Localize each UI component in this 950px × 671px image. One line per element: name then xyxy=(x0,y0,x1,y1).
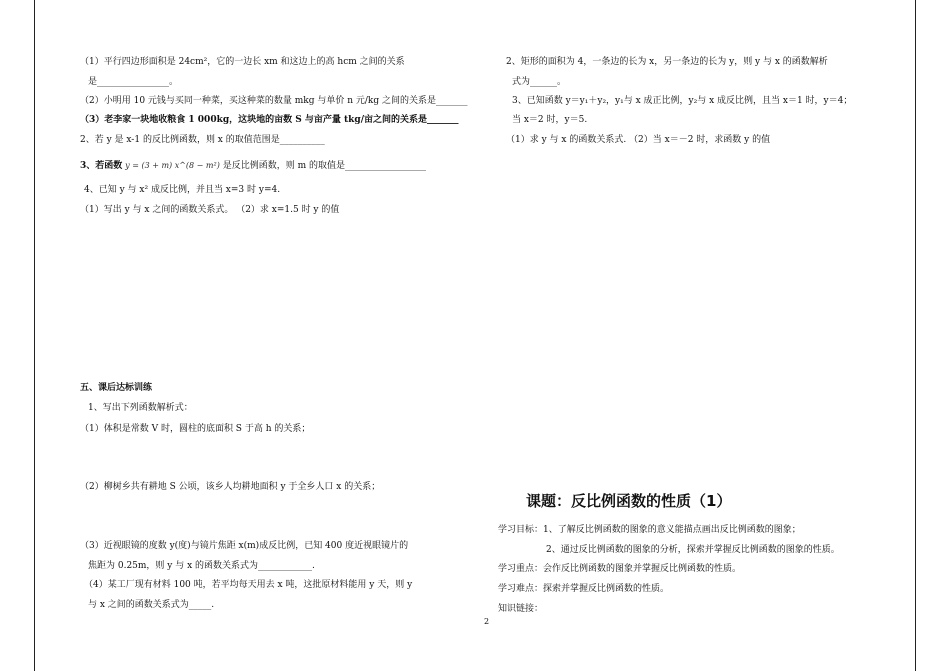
q4-sub: （1）写出 y 与 x 之间的函数关系式。 （2）求 x=1.5 时 y 的值 xyxy=(80,205,340,215)
s5-item3-line1: （3）近视眼镜的度数 y(度)与镜片焦距 x(m)成反比例，已知 400 度近视眼镜片的 xyxy=(80,541,409,551)
q3-right-line1: 3、已知函数 y＝y₁＋y₂，y₁与 x 成正比例，y₂与 x 成反比例，且当 x＝1 时，y＝4； xyxy=(512,96,853,106)
learning-goal-1: 学习目标：1、了解反比例函数的图象的意义能描点画出反比例函数的图象； xyxy=(498,525,801,535)
q3-right-sub: （1）求 y 与 x 的函数关系式. （2）当 x＝－2 时，求函数 y 的值 xyxy=(506,135,771,145)
s5-item4-line2: 与 x 之间的函数关系式为_____. xyxy=(88,600,215,610)
q1-1-line2: 是________________。 xyxy=(88,77,179,87)
learning-goal-2: 2、通过反比例函数的图象的分析，探索并掌握反比例函数的图象的性质。 xyxy=(546,545,840,555)
page-number: 2 xyxy=(484,617,490,626)
q1-1-line1: （1）平行四边形面积是 24cm²，它的一边长 xm 和这边上的高 hcm 之间的关系 xyxy=(80,57,405,67)
learning-key-point: 学习重点：会作反比例函数的图象并掌握反比例函数的性质。 xyxy=(498,564,742,574)
s5-item3-line2: 焦距为 0.25m，则 y 与 x 的函数关系式为____________. xyxy=(88,561,315,571)
q2-left: 2、若 y 是 x-1 的反比例函数，则 x 的取值范围是__________ xyxy=(80,135,325,145)
s5-item1: （1）体积是常数 V 时，圆柱的底面积 S 于高 h 的关系； xyxy=(80,424,311,434)
q1-3: （3）老李家一块地收粮食 1 000kg，这块地的亩数 S 与亩产量 tkg/亩之间的关系是_______ xyxy=(80,115,459,125)
q2-right-line2: 式为______。 xyxy=(512,77,567,87)
section5-title: 五、课后达标训练 xyxy=(80,383,153,393)
q3-prefix: 3、若函数 xyxy=(80,161,123,171)
s5-item4-line1: （4）某工厂现有材料 100 吨，若平均每天用去 x 吨，这批原材料能用 y 天，则 y xyxy=(84,580,413,590)
lesson-title: 课题：反比例函数的性质（1） xyxy=(526,492,732,510)
q3-right-line2: 当 x＝2 时，y＝5. xyxy=(512,115,588,125)
knowledge-link: 知识链接： xyxy=(498,604,544,614)
q1-2: （2）小明用 10 元钱与买同一种菜，买这种菜的数量 mkg 与单价 n 元/kg 之间的关系是_______ xyxy=(80,96,468,106)
learning-difficulty: 学习难点：探索并掌握反比例函数的性质。 xyxy=(498,584,670,594)
s5-item2: （2）柳树乡共有耕地 S 公顷，该乡人均耕地面积 y 于全乡人口 x 的关系； xyxy=(80,482,381,492)
right-border-line xyxy=(915,0,916,671)
left-border-line xyxy=(34,0,35,671)
q2-right-line1: 2、矩形的面积为 4，一条边的长为 x，另一条边的长为 y，则 y 与 x 的函数解析 xyxy=(506,57,828,67)
q4-left: 4、已知 y 与 x² 成反比例，并且当 x=3 时 y=4. xyxy=(84,185,281,195)
q3-formula: y = (3 + m) x^(8 − m²) xyxy=(125,161,220,170)
s5-q1: 1、写出下列函数解析式： xyxy=(88,403,193,413)
q3-left xyxy=(80,160,426,172)
q3-suffix: 是反比例函数，则 m 的取值是__________________ xyxy=(222,161,426,171)
